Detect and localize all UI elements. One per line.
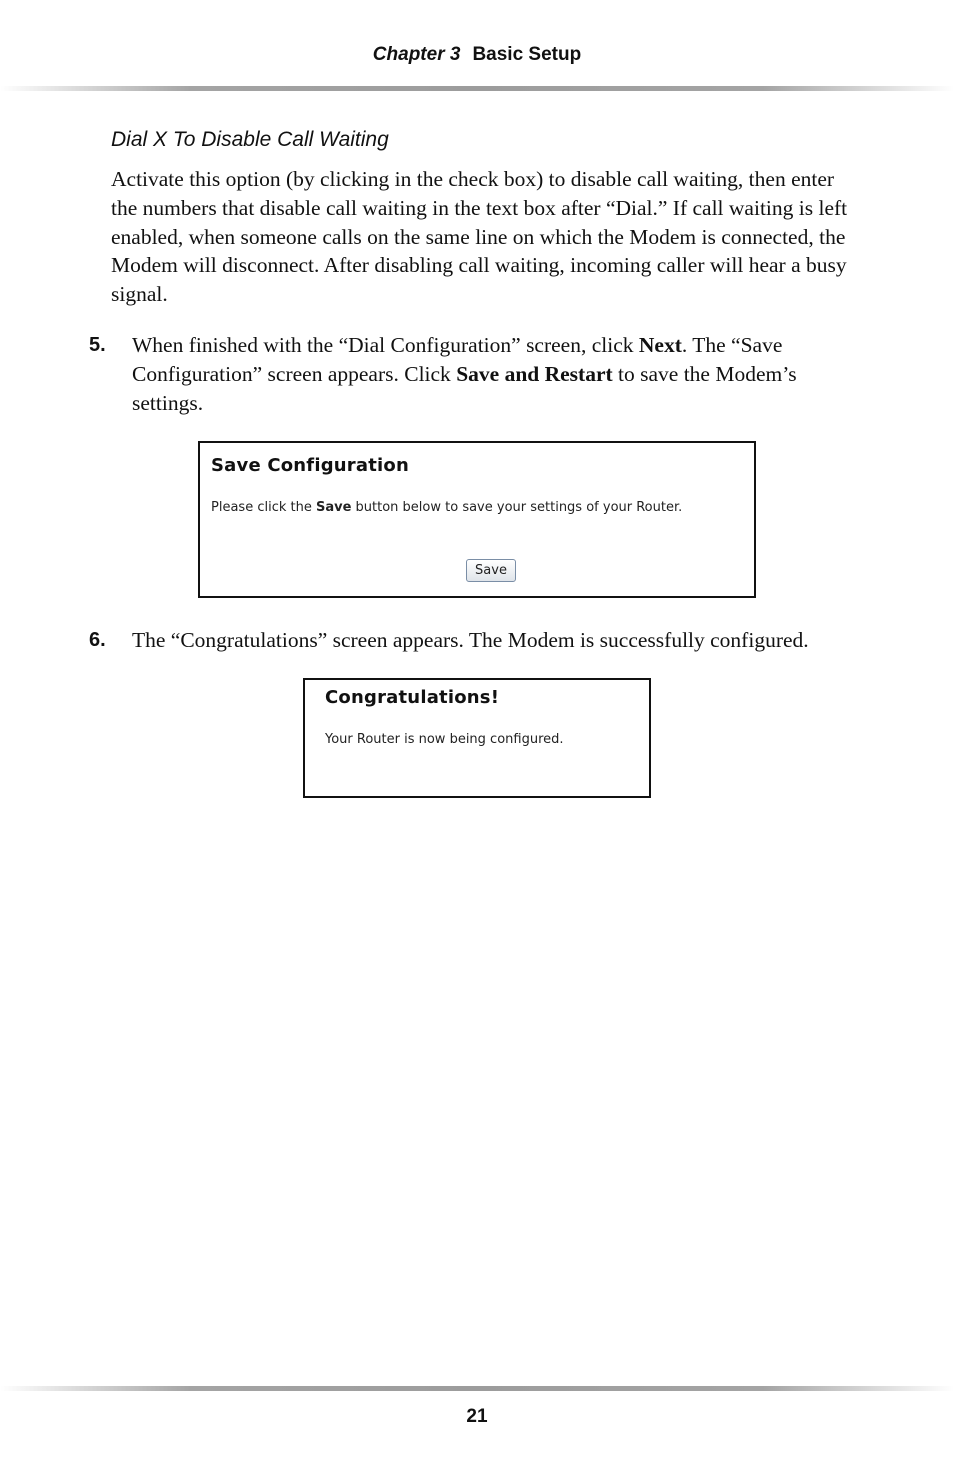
save-config-message	[211, 500, 682, 515]
save-configuration-screenshot	[198, 441, 756, 598]
step-number: 6.	[89, 629, 106, 651]
step-text-part: . The “Save Configuration” screen appears. Click	[132, 333, 783, 386]
section-paragraph: Activate this option (by clicking in the check box) to disable call waiting, then enter the numbers that disable call waiting in the text box after “Dial.” If call waiting is left enabled, when someone calls on the same line on which the Modem is connected, the Modem will disconnect. After disabling call waiting, incoming caller will hear a busy signal.	[111, 167, 848, 307]
page-header	[0, 44, 954, 66]
message-part: Please click the	[211, 500, 316, 515]
congrats-title: Congratulations!	[325, 687, 500, 708]
step-number: 5.	[89, 334, 106, 356]
step-text-part: to save the Modem’s settings.	[132, 362, 797, 415]
step-text-part: When finished with the “Dial Configuration” screen, click	[132, 333, 639, 357]
chapter-title: Basic Setup	[472, 44, 582, 65]
footer-rule	[0, 1386, 954, 1391]
chapter-label: Chapter 3	[372, 44, 461, 65]
step-bold-next: Next	[638, 333, 682, 357]
step-text: The “Congratulations” screen appears. The Modem is successfully configured.	[132, 628, 809, 652]
save-button[interactable]: Save	[466, 559, 516, 582]
save-config-title: Save Configuration	[211, 455, 409, 476]
message-part: button below to save your settings of your Router.	[351, 500, 683, 515]
message-bold: Save	[315, 500, 352, 515]
page-number: 21	[466, 1406, 488, 1427]
step-bold-save-restart: Save and Restart	[456, 362, 613, 386]
header-rule	[0, 86, 954, 91]
section-subheading: Dial X To Disable Call Waiting	[111, 128, 389, 151]
step-text	[132, 331, 872, 418]
congratulations-screenshot	[303, 678, 651, 798]
congrats-message: Your Router is now being configured.	[325, 732, 564, 747]
